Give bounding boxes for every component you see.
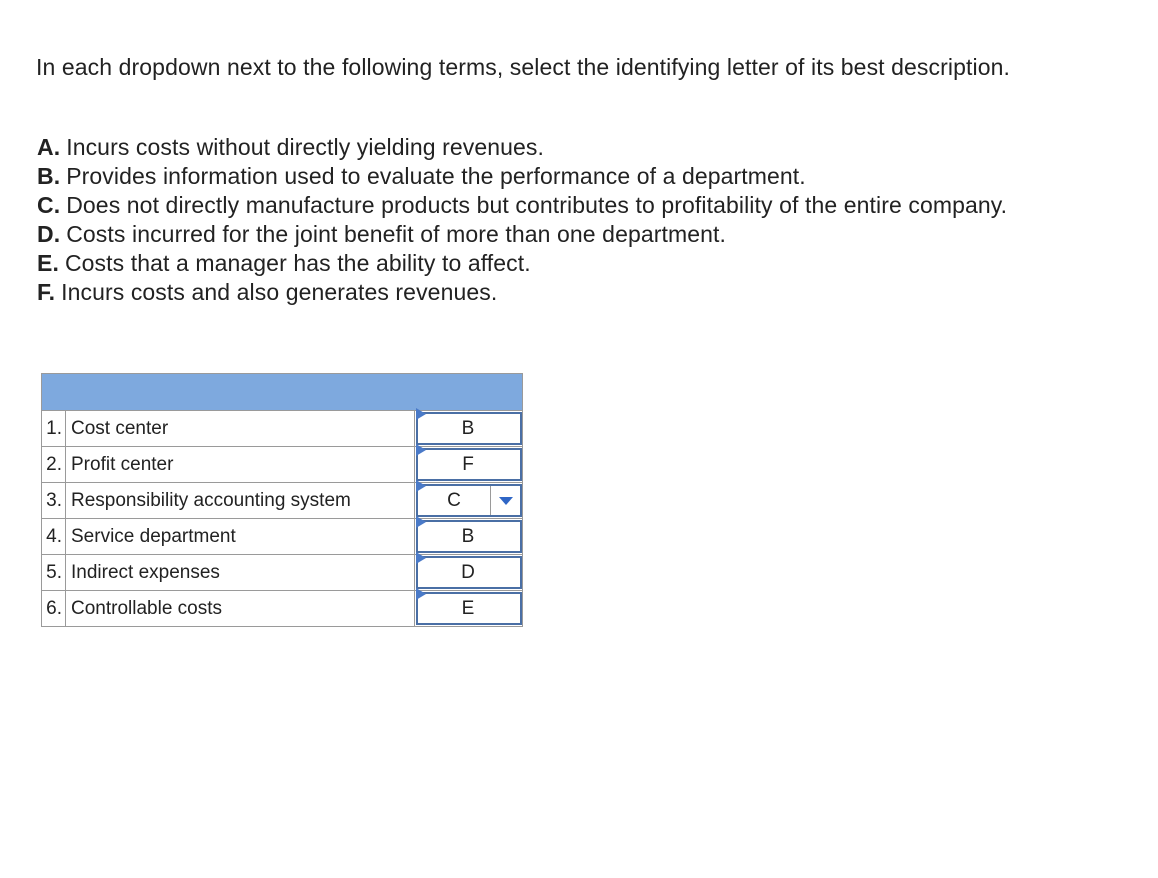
dropdown-selected-value: B xyxy=(461,525,475,547)
matching-table xyxy=(41,373,523,627)
dropdown-selected-value: B xyxy=(461,417,475,439)
term-label: Indirect expenses xyxy=(66,555,415,591)
answer-cell xyxy=(415,483,523,519)
description-list xyxy=(37,133,1007,307)
description-text: Incurs costs and also generates revenues. xyxy=(61,279,498,305)
term-label: Responsibility accounting system xyxy=(66,483,415,519)
table-header xyxy=(42,374,523,411)
answer-cell xyxy=(415,555,523,591)
description-text: Costs that a manager has the ability to affect. xyxy=(64,250,531,276)
row-number: 1. xyxy=(42,411,66,447)
term-label: Controllable costs xyxy=(66,591,415,627)
description-letter: E. xyxy=(37,250,59,276)
table-row xyxy=(42,447,523,483)
description-c xyxy=(37,191,1007,220)
answer-dropdown-6[interactable] xyxy=(416,592,522,625)
row-number: 2. xyxy=(42,447,66,483)
term-label: Service department xyxy=(66,519,415,555)
answer-dropdown-1[interactable] xyxy=(416,412,522,445)
flag-icon xyxy=(416,552,426,564)
description-text: Provides information used to evaluate the performance of a department. xyxy=(66,163,806,189)
description-text: Does not directly manufacture products but contributes to profitability of the entire company. xyxy=(66,192,1008,218)
description-f xyxy=(37,278,1007,307)
instructions-text: In each dropdown next to the following terms, select the identifying letter of its best description. xyxy=(36,54,1010,80)
table-row xyxy=(42,519,523,555)
row-number: 4. xyxy=(42,519,66,555)
flag-icon xyxy=(416,444,426,456)
answer-dropdown-5[interactable] xyxy=(416,556,522,589)
dropdown-selected-value: E xyxy=(461,597,475,619)
chevron-down-icon[interactable] xyxy=(499,497,513,505)
description-a xyxy=(37,133,1007,162)
description-letter: F. xyxy=(37,279,56,305)
flag-icon xyxy=(416,480,426,492)
term-label: Cost center xyxy=(66,411,415,447)
description-e xyxy=(37,249,1007,278)
row-number: 5. xyxy=(42,555,66,591)
answer-dropdown-3[interactable] xyxy=(416,484,522,517)
row-number: 6. xyxy=(42,591,66,627)
answer-dropdown-4[interactable] xyxy=(416,520,522,553)
term-label: Profit center xyxy=(66,447,415,483)
answer-cell xyxy=(415,519,523,555)
description-letter: A. xyxy=(37,134,61,160)
answer-dropdown-2[interactable] xyxy=(416,448,522,481)
description-d xyxy=(37,220,1007,249)
table-header-row xyxy=(42,374,523,411)
description-text: Costs incurred for the joint benefit of more than one department. xyxy=(66,221,727,247)
answer-cell xyxy=(415,447,523,483)
description-letter: B. xyxy=(37,163,61,189)
row-number: 3. xyxy=(42,483,66,519)
flag-icon xyxy=(416,516,426,528)
answer-cell xyxy=(415,411,523,447)
description-text: Incurs costs without directly yielding revenues. xyxy=(66,134,544,160)
description-letter: C. xyxy=(37,192,61,218)
table-row xyxy=(42,483,523,519)
dropdown-selected-value: C xyxy=(418,486,491,515)
dropdown-selected-value: D xyxy=(461,561,475,583)
table-row xyxy=(42,411,523,447)
flag-icon xyxy=(416,408,426,420)
table-row xyxy=(42,555,523,591)
dropdown-selected-value: F xyxy=(462,453,474,475)
flag-icon xyxy=(416,588,426,600)
answer-cell xyxy=(415,591,523,627)
description-letter: D. xyxy=(37,221,61,247)
description-b xyxy=(37,162,1007,191)
table-row xyxy=(42,591,523,627)
